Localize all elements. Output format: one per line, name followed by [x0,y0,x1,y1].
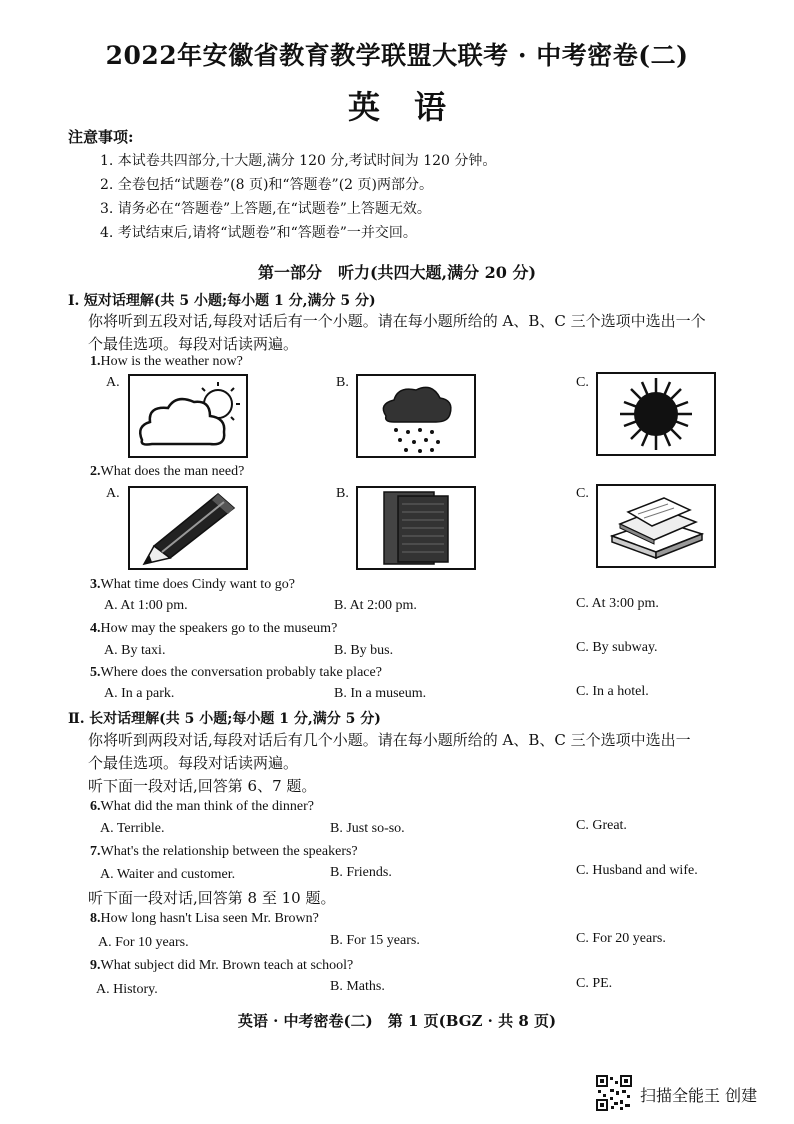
option-b[interactable]: B. For 15 years. [330,933,420,948]
notice-item: 4. 考试结束后,请将“试题卷”和“答题卷”一并交回。 [100,225,417,241]
question-text: What does the man need? [100,464,245,479]
section2-instruction: 个最佳选项。每段对话读两遍。 [88,754,299,772]
question-3 [90,577,295,593]
option-b[interactable]: B. Just so-so. [330,821,405,836]
question-text: What subject did Mr. Brown teach at school? [100,958,354,973]
option-c[interactable]: C. At 3:00 pm. [576,596,659,611]
section1-instruction: 个最佳选项。每段对话读两遍。 [88,335,299,353]
option-label: C. [576,375,589,390]
section1-title: 短对话理解(共 5 小题;每小题 1 分,满分 5 分) [83,293,376,309]
option-picture-c[interactable] [596,372,716,456]
section2-instruction: 你将听到两段对话,每段对话后有几个小题。请在每小题所给的 A、B、C 三个选项中选出一 [88,731,691,749]
option-label: B. [336,486,349,501]
qr-code-icon [596,1075,632,1111]
notice-item: 1. 本试卷共四部分,十大题,满分 120 分,考试时间为 120 分钟。 [100,153,497,169]
question-number: 1. [90,354,101,369]
option-a[interactable]: A. For 10 years. [98,935,189,950]
notice-item: 3. 请务必在“答题卷”上答题,在“试题卷”上答题无效。 [100,201,431,217]
subject-title: 英语 [347,88,480,126]
section1-numeral: Ⅰ. [68,293,80,309]
option-label: B. [336,375,349,390]
question-text: How may the speakers go to the museum? [100,621,338,636]
question-number: 2. [90,464,101,479]
notice-heading: 注意事项: [68,128,134,146]
rain-cloud-icon [358,376,474,456]
pencil-icon [130,488,246,568]
question-text: What's the relationship between the speakers? [100,844,358,859]
part1-heading: 第一部分 听力(共四大题,满分 20 分) [257,263,537,282]
option-a[interactable]: A. History. [96,982,158,997]
question-7 [90,844,358,860]
question-8 [90,911,319,927]
section2-title: 长对话理解(共 5 小题;每小题 1 分,满分 5 分) [89,711,381,727]
question-number: 6. [90,799,101,814]
option-c[interactable]: C. Great. [576,818,627,833]
option-c[interactable]: C. By subway. [576,640,658,655]
question-number: 4. [90,621,101,636]
option-c[interactable]: C. PE. [576,976,613,991]
option-a[interactable]: A. By taxi. [104,643,166,658]
question-number: 5. [90,665,101,680]
option-a[interactable]: A. Terrible. [100,821,165,836]
question-2 [90,464,244,480]
option-label: A. [106,486,120,501]
question-1 [90,354,243,370]
option-label: C. [576,486,589,501]
option-a[interactable]: A. In a park. [104,686,175,701]
question-number: 3. [90,577,101,592]
question-9 [90,958,353,974]
question-4 [90,621,337,637]
dialogue-lead: 听下面一段对话,回答第 6、7 题。 [88,777,317,795]
option-picture-b[interactable] [356,374,476,458]
option-a[interactable]: A. At 1:00 pm. [104,598,188,613]
question-number: 7. [90,844,101,859]
section2-heading [68,708,381,728]
option-c[interactable]: C. Husband and wife. [576,863,698,878]
option-a[interactable]: A. Waiter and customer. [100,867,236,882]
option-picture-b[interactable] [356,486,476,570]
question-text: What time does Cindy want to go? [100,577,295,592]
notice-item: 2. 全卷包括“试题卷”(8 页)和“答题卷”(2 页)两部分。 [100,177,433,193]
question-text: How long hasn't Lisa seen Mr. Brown? [100,911,319,926]
section1-instruction: 你将听到五段对话,每段对话后有一个小题。请在每小题所给的 A、B、C 三个选项中选出一个 [88,312,706,330]
option-picture-a[interactable] [128,374,248,458]
question-5 [90,665,382,681]
question-text: What did the man think of the dinner? [100,799,314,814]
sun-cloud-icon [130,376,246,456]
option-picture-a[interactable] [128,486,248,570]
option-label: A. [106,375,120,390]
option-b[interactable]: B. At 2:00 pm. [334,598,417,613]
section2-numeral: Ⅱ. [68,711,85,727]
question-number: 9. [90,958,101,973]
dialogue-lead: 听下面一段对话,回答第 8 至 10 题。 [88,889,336,907]
option-b[interactable]: B. Friends. [330,865,392,880]
exam-title: 2022年安徽省教育教学联盟大联考 · 中考密卷(二) [105,41,689,70]
question-text: Where does the conversation probably take place? [100,665,382,680]
option-b[interactable]: B. In a museum. [334,686,427,701]
sun-icon [598,374,714,454]
option-b[interactable]: B. By bus. [334,643,394,658]
option-c[interactable]: C. In a hotel. [576,684,649,699]
option-c[interactable]: C. For 20 years. [576,931,666,946]
section1-heading [68,290,376,310]
scanner-watermark: 扫描全能王 创建 [640,1086,758,1105]
option-b[interactable]: B. Maths. [330,979,385,994]
page-footer: 英语 · 中考密卷(二) 第 1 页(BGZ · 共 8 页) [237,1012,557,1030]
question-number: 8. [90,911,101,926]
question-6 [90,799,314,815]
option-picture-c[interactable] [596,484,716,568]
books-icon [598,486,714,566]
question-text: How is the weather now? [100,354,243,369]
paper-stack-icon [358,488,474,568]
